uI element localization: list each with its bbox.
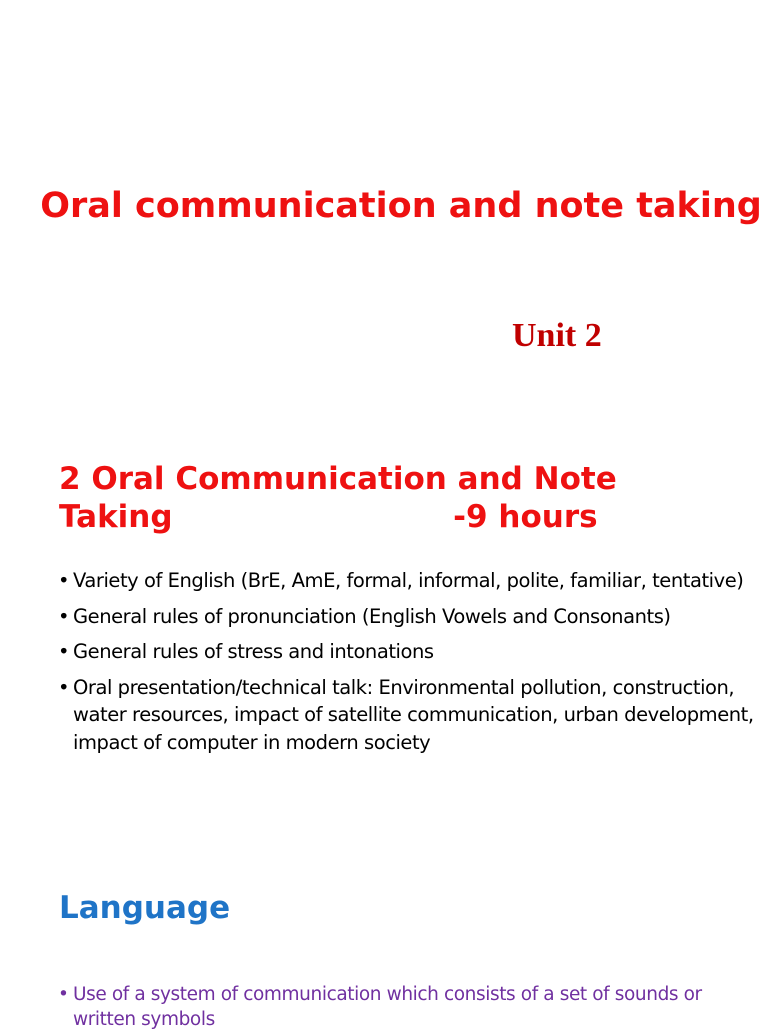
title-slide bbox=[0, 0, 768, 430]
slide-title: Oral communication and note taking bbox=[40, 186, 762, 226]
bullet-text: General rules of stress and intonations bbox=[73, 640, 434, 663]
bullet-text: Variety of English (BrE, AmE, formal, informal, polite, familiar, tentative) bbox=[73, 569, 744, 592]
bullet-text: Use of a system of communication which consists of a set of sounds or written symbols bbox=[73, 984, 702, 1030]
language-slide bbox=[0, 860, 768, 1030]
bullet-icon: • bbox=[58, 640, 70, 663]
bullet-icon: • bbox=[58, 569, 70, 592]
bullet-icon: • bbox=[58, 675, 70, 699]
bullet-icon: • bbox=[58, 604, 70, 628]
list-item bbox=[58, 567, 763, 595]
language-bullet-list bbox=[58, 982, 748, 1032]
heading-line-2: Taking -9 hours bbox=[59, 499, 598, 535]
list-item bbox=[58, 674, 763, 757]
list-item bbox=[58, 638, 763, 666]
list-item bbox=[58, 982, 748, 1032]
unit-label: Unit 2 bbox=[512, 317, 602, 354]
bullet-icon: • bbox=[58, 984, 69, 1005]
language-heading: Language bbox=[59, 890, 231, 926]
bullet-text: General rules of pronunciation (English Vowels and Consonants) bbox=[73, 604, 671, 628]
topic-bullet-list bbox=[58, 567, 763, 764]
slide-heading bbox=[59, 460, 749, 536]
heading-line-1: 2 Oral Communication and Note bbox=[59, 461, 617, 497]
bullet-text: Oral presentation/technical talk: Environmental pollution, construction, water resources, impact of satellite communication, urban development, impact of computer in modern society bbox=[73, 675, 754, 754]
list-item bbox=[58, 603, 763, 631]
content-slide bbox=[0, 430, 768, 860]
